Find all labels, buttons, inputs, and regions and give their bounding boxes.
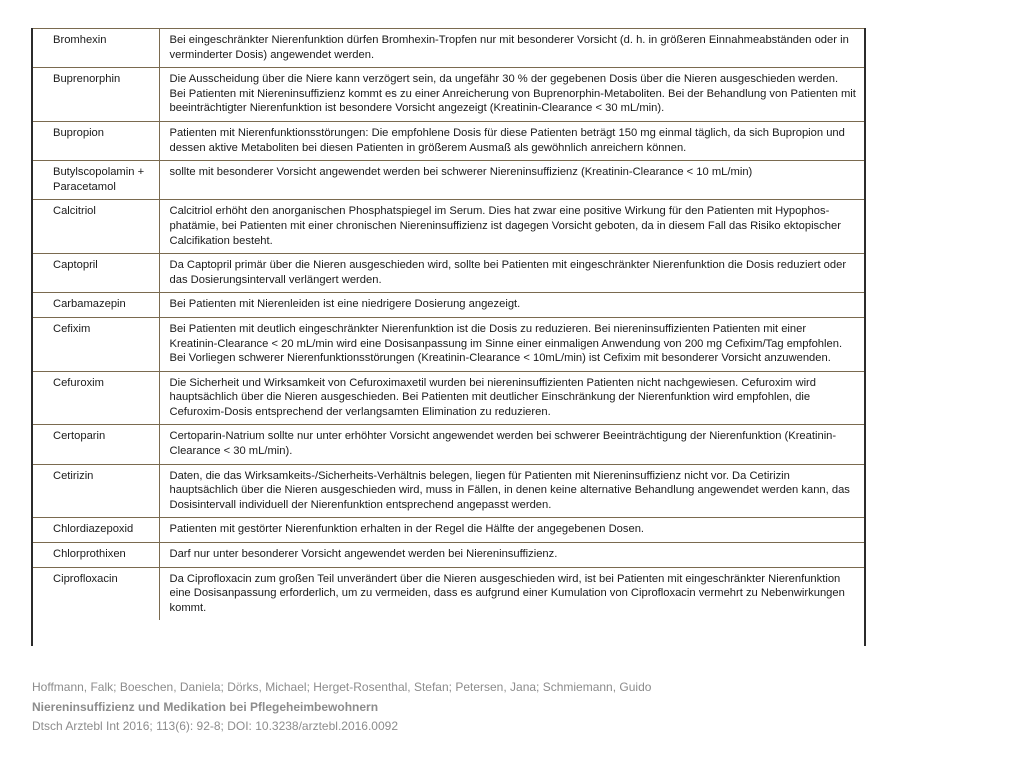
drug-note: Daten, die das Wirksamkeits-/Sicherheits-Verhältnis belegen, liegen für Patienten mit Niereninsuffizienz nicht vor. Da Cetirizin hauptsächlich über die Nieren ausgeschieden wird, muss in Fällen, in denen keine alternative Behandlung angewendet werden kann, das Dosisintervall individuell der Nierenfunktion entsprechend angepasst werden. bbox=[159, 464, 864, 518]
drug-note: Da Captopril primär über die Nieren ausgeschieden wird, sollte bei Patienten mit eingeschränkter Nierenfunktion die Dosis reduziert oder das Dosierungsintervall verlängert werden. bbox=[159, 254, 864, 293]
drug-note: Calcitriol erhöht den anorganischen Phosphatspiegel im Serum. Dies hat zwar eine positive Wirkung für den Patienten mit Hypophosphatämie, bei Patienten mit einer chronischen Niereninsuffizienz ist dagegen Vorsicht geboten, da in diesem Fall das Risiko ektopischer Calcifikation besteht. bbox=[159, 200, 864, 254]
drug-name: Certoparin bbox=[33, 425, 159, 464]
table-row bbox=[33, 29, 864, 68]
drug-name: Captopril bbox=[33, 254, 159, 293]
drug-note: Da Ciprofloxacin zum großen Teil unverändert über die Nieren ausgeschieden wird, ist bei Patienten mit eingeschränkter Nierenfunktion eine Dosisanpassung erforderlich, um zu vermeiden, dass es aufgrund einer Kumulation von Ciprofloxacin vermehrt zu Nebenwirkungen kommt. bbox=[169, 572, 845, 614]
table-row bbox=[33, 317, 864, 371]
drug-note: Die Ausscheidung über die Niere kann verzögert sein, da ungefähr 30 % der gegebenen Dosis über die Nieren ausgeschieden werden. Bei Patienten mit Niereninsuffizienz kommt es zu einer Anreicherung von Buprenorphin-Metaboliten. Bei der Behandlung von Patienten mit beeinträchtigter Nierenfunktion ist besondere Vorsicht angezeigt (Kreatinin-Clearance < 30 mL/min). bbox=[159, 68, 864, 122]
table-row bbox=[33, 200, 864, 254]
citation-source: Dtsch Arztebl Int 2016; 113(6): 92-8; DOI: 10.3238/arztebl.2016.0092 bbox=[32, 719, 399, 733]
table-row bbox=[33, 371, 864, 425]
table-row bbox=[33, 254, 864, 293]
drug-name: Ciprofloxacin bbox=[33, 567, 159, 620]
drug-note: Patienten mit Nierenfunktionsstörungen: Die empfohlene Dosis für diese Patienten beträgt 150 mg einmal täglich, da sich Bupropion und dessen aktive Metaboliten bei diesen Patienten in größerem Ausmaß als gewöhnlich anreichern können. bbox=[159, 121, 864, 160]
drug-name: Cetirizin bbox=[33, 464, 159, 518]
drug-name: Butylscopolamin + Paracetamol bbox=[33, 161, 159, 200]
drug-note: Bei Patienten mit deutlich eingeschränkter Nierenfunktion ist die Dosis zu reduzieren. Bei niereninsuffizienten Patienten mit einer Kreatinin-Clearance < 20 mL/min wird eine Dosisanpassung im Sinne einer einmaligen Anwendung von 200 mg Cefixim/Tag empfohlen. Bei Vorliegen schwerer Nierenfunktionsstörungen (Kreatinin-Clearance < 10mL/min) ist Cefixim mit besonderer Vorsicht anzuwenden. bbox=[159, 317, 864, 371]
drug-name: Buprenorphin bbox=[33, 68, 159, 122]
table-row bbox=[33, 543, 864, 568]
drug-note: Bei eingeschränkter Nierenfunktion dürfen Bromhexin-Tropfen nur mit besonderer Vorsicht (d. h. in größeren Einnahmeabständen oder in verminderter Dosis) angewendet werden. bbox=[159, 29, 864, 68]
table-row bbox=[33, 518, 864, 543]
drug-name: Carbamazepin bbox=[33, 293, 159, 318]
drug-note: Patienten mit gestörter Nierenfunktion erhalten in der Regel die Hälfte der angegebenen Dosen. bbox=[159, 518, 864, 543]
drug-name: Chlordiazepoxid bbox=[33, 518, 159, 543]
drug-note: Die Sicherheit und Wirksamkeit von Cefuroximaxetil wurden bei niereninsuffizienten Patienten nicht nachgewiesen. Cefuroxim wird hauptsächlich über die Nieren ausgeschieden. Bei Patienten mit deutlicher Einschränkung der Nierenfunktion wird empfohlen, die Cefuroxim-Dosis entsprechend der verlangsamten Elimination zu reduzieren. bbox=[159, 371, 864, 425]
drug-name: Bupropion bbox=[33, 121, 159, 160]
drug-name: Bromhexin bbox=[33, 29, 159, 68]
citation-title: Niereninsuffizienz und Medikation bei Pflegeheimbewohnern bbox=[32, 699, 379, 714]
drug-name: Cefixim bbox=[33, 317, 159, 371]
table-row bbox=[33, 68, 864, 122]
medication-table bbox=[33, 28, 864, 620]
citation-authors: Hoffmann, Falk; Boeschen, Daniela; Dörks, Michael; Herget-Rosenthal, Stefan; Petersen, Jana; Schmiemann, Guido bbox=[32, 680, 652, 694]
drug-note: Darf nur unter besonderer Vorsicht angewendet werden bei Niereninsuffizienz. bbox=[159, 543, 864, 568]
table-row bbox=[33, 567, 864, 620]
table-row bbox=[33, 161, 864, 200]
citation bbox=[32, 678, 651, 737]
drug-note: Bei Patienten mit Nierenleiden ist eine niedrigere Dosierung angezeigt. bbox=[159, 293, 864, 318]
medication-table-frame bbox=[31, 28, 866, 646]
drug-name: Chlorprothixen bbox=[33, 543, 159, 568]
table-row bbox=[33, 293, 864, 318]
drug-name: Cefuroxim bbox=[33, 371, 159, 425]
drug-note: sollte mit besonderer Vorsicht angewendet werden bei schwerer Niereninsuffizienz (Kreatinin-Clearance < 10 mL/min) bbox=[159, 161, 864, 200]
table-body bbox=[33, 29, 864, 621]
table-row bbox=[33, 425, 864, 464]
drug-name: Calcitriol bbox=[33, 200, 159, 254]
drug-note: Certoparin-Natrium sollte nur unter erhöhter Vorsicht angewendet werden bei schwerer Beeinträchtigung der Nierenfunktion (Kreatinin-Clearance < 30 mL/min). bbox=[159, 425, 864, 464]
table-row bbox=[33, 464, 864, 518]
table-row bbox=[33, 121, 864, 160]
